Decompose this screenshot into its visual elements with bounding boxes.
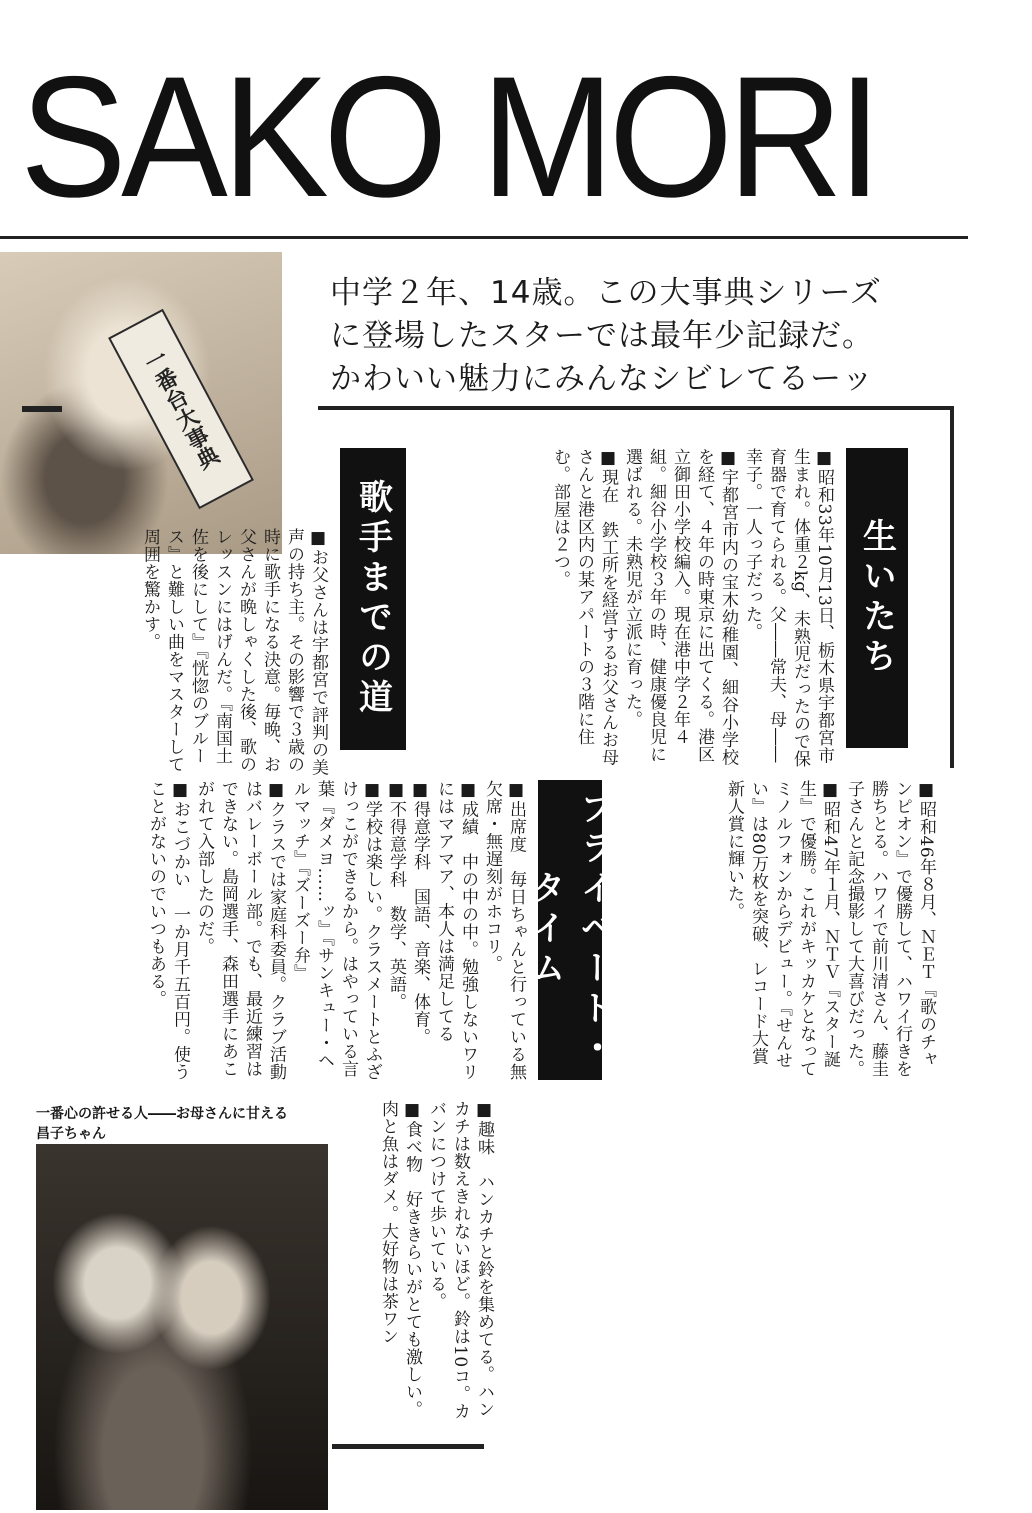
private-paragraph-2: ■成績 中の中の中。勉強しないワリにはマアマア、本人は満足してる xyxy=(434,780,478,1081)
private-paragraph-3: ■得意学科 国語、音楽、体育。 xyxy=(410,780,430,1046)
heading-private-time: プライベート・タイム xyxy=(538,780,602,1080)
private-paragraph-7: ■おこづかい 一か月千五百円。使うことがないのでいつもある。 xyxy=(146,780,190,1081)
heading-origins: 生いたち xyxy=(846,448,908,748)
lead-line-2: に登場したスターでは最年少記録だ。 xyxy=(330,318,874,354)
upper-rule-short xyxy=(22,406,62,412)
section-hobbies-body xyxy=(332,1100,496,1430)
hobbies-paragraph-2: ■食べ物 好ききらいがとても激しい。肉と魚はダメ。大好物は茶ワン xyxy=(378,1100,422,1418)
private-paragraph-1: ■出席度 毎日ちゃんと行っている無欠席・無遅刻がホコリ。 xyxy=(482,780,526,1081)
private-paragraph-4: ■不得意学科 数学、英語。 xyxy=(386,780,406,1011)
hobbies-paragraph-1: ■趣味 ハンカチと鈴を集めてる。ハンカチは数えきれないほど。鈴は10コ。カバンにつけて歩いている。 xyxy=(426,1100,494,1421)
origins-paragraph-3: ■現在 鉄工所を経営するお父さんお母さんと港区内の某アパートの３階に住む。部屋は２つ。 xyxy=(550,448,618,766)
page-title: SAKO MORI xyxy=(20,41,877,233)
upper-right-border xyxy=(950,406,954,768)
photo-caption xyxy=(36,1104,336,1144)
private-paragraph-6: ■クラスでは家庭科委員。クラブ活動はバレーボール部。でも、最近練習はできない。島岡選手、森田選手にあこがれて入部したのだ。 xyxy=(194,780,286,1081)
section-road-body xyxy=(20,528,330,776)
photo-sign xyxy=(108,309,254,509)
private-paragraph-5: ■学校は楽しい。クラスメートとふざけっこができるから。はやっている言葉『ダメヨ……ッ』『サンキュー・ヘルマッチ』『ズーズー弁』 xyxy=(290,780,382,1081)
section-private-body xyxy=(22,780,528,1082)
sign-text: 一番台大事典 xyxy=(138,344,224,474)
caption-line-1: 一番心の許せる人――お母さんに甘える xyxy=(36,1106,288,1122)
photo-mother-and-daughter xyxy=(36,1144,328,1510)
debut-paragraph-2: ■昭和47年１月、ＮＴＶ『スター誕生』で優勝。これがキッカケとなってミノルフォンからデビュー。『せんせい』は80万枚を突破、レコード大賞新人賞に輝いた。 xyxy=(724,780,840,1078)
bottom-rule xyxy=(332,1444,484,1449)
lead-text xyxy=(330,272,980,401)
caption-line-2: 昌子ちゃん xyxy=(36,1126,106,1142)
origins-paragraph-1: ■昭和33年10月13日、栃木県宇都宮市生まれ。体重２kg、未熟児だったので保育器で育てられる。父――常夫、母――幸子。一人っ子だった。 xyxy=(742,448,834,768)
lead-line-1: 中学２年、14歳。この大事典シリーズ xyxy=(330,275,882,311)
debut-paragraph-1: ■昭和46年８月、ＮＥＴ『歌のチャンピオン』で優勝して、ハワイ行きを勝ちとる。ハワイで前川清さん、藤圭子さんと記念撮影して大喜びだった。 xyxy=(844,780,936,1078)
title-rule xyxy=(0,236,968,239)
origins-paragraph-2: ■宇都宮市内の宝木幼稚園、細谷小学校を経て、４年の時東京に出てくる。港区立御田小学校編入。現在港中学２年４組。細谷小学校３年の時、健康優良児に選ばれる。未熟児が立派に育った。 xyxy=(622,448,738,766)
heading-road-to-singer: 歌手までの道 xyxy=(340,448,406,750)
road-paragraph-1: ■お父さんは宇都宮で評判の美声の持ち主。その影響で３歳の時に歌手になる決意。毎晩、お父さんが晩しゃくした後、歌のレッスンにはげんだ。『南国土佐を後にして』『恍惚のブルース』と難しい曲をマスターして周囲を驚かす。 xyxy=(140,528,328,776)
section-debut-body xyxy=(620,780,938,1082)
lead-line-3: かわいい魅力にみんなシビレてるーッ xyxy=(330,361,874,397)
section-origins-body xyxy=(480,448,836,770)
upper-rule-long xyxy=(318,406,950,410)
photo-girl-with-sign xyxy=(0,252,282,554)
